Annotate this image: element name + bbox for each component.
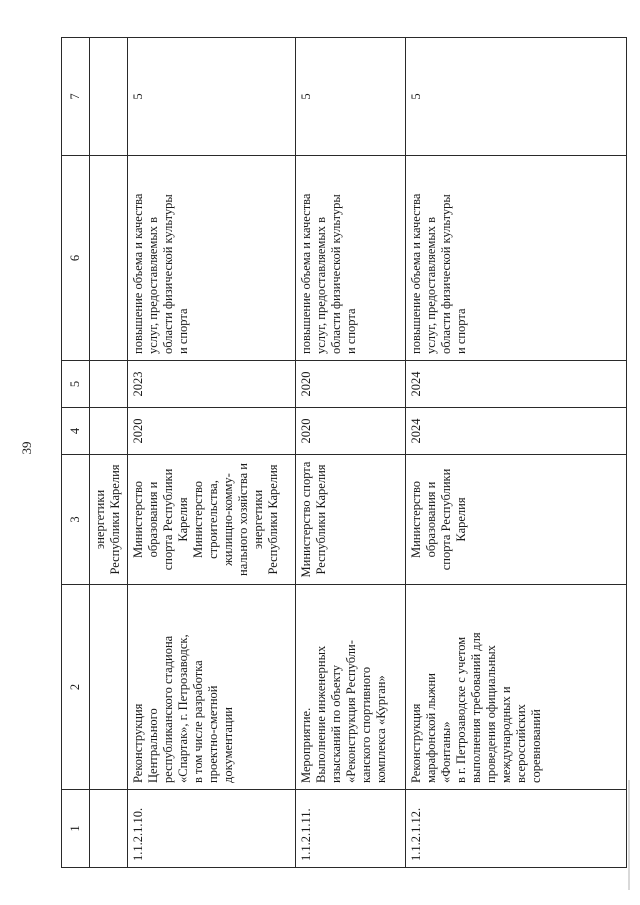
result-line: и спорта	[344, 308, 358, 354]
cont-start-cell	[90, 408, 128, 455]
expected-result-cell	[128, 156, 296, 361]
program-measures-table	[61, 37, 627, 868]
measure-name-line: изысканий по объекту	[329, 664, 343, 783]
org-line: Карелия	[454, 497, 468, 542]
table-row	[128, 38, 296, 868]
header-col-1: 1	[62, 790, 90, 868]
header-col-5: 5	[62, 361, 90, 408]
cont-num-cell	[90, 790, 128, 868]
org-line: Министерство	[409, 480, 423, 559]
measure-name-line: в том числе разработка	[191, 660, 205, 783]
measure-name-line: республиканского стадиона	[161, 635, 175, 783]
measure-name-line: «Спартак», г. Петрозаводск,	[176, 634, 190, 783]
measure-name-line: «Реконструкция Республи-	[344, 640, 358, 783]
table-row	[406, 38, 627, 868]
org-line: спорта Республики	[439, 468, 453, 571]
result-line: и спорта	[454, 308, 468, 354]
org-line: жилищно-комму-	[221, 473, 235, 566]
header-col-3: 3	[62, 455, 90, 585]
rotated-table-sheet	[61, 38, 627, 868]
org-line: Министерство спорта	[299, 461, 313, 578]
measure-name-line: Центрального	[146, 708, 160, 783]
row-number: 1.1.2.1.10.	[128, 790, 296, 868]
measure-name-cell	[128, 585, 296, 790]
measure-name-line: документации	[221, 707, 235, 783]
scan-margin-mark	[628, 780, 630, 890]
measure-name-line: Реконструкция	[409, 703, 423, 783]
indicator-number: 5	[296, 38, 406, 156]
result-line: области физической культуры	[439, 194, 453, 354]
result-line: услуг, предоставляемых в	[146, 216, 160, 354]
measure-name-line: в г. Петрозаводске с учетом	[454, 636, 468, 783]
org-line: нального хозяйства и	[236, 463, 250, 576]
table-row	[296, 38, 406, 868]
end-year: 2020	[296, 361, 406, 408]
result-line: услуг, предоставляемых в	[424, 216, 438, 354]
measure-name-line: Реконструкция	[131, 703, 145, 783]
cont-org-line: энергетики	[93, 489, 107, 550]
measure-name-line: канского спортивного	[359, 666, 373, 783]
measure-name-line: проектно-сметной	[206, 685, 220, 783]
result-line: области физической культуры	[329, 194, 343, 354]
end-year: 2023	[128, 361, 296, 408]
measure-name-line: проведения официальных	[484, 645, 498, 783]
header-col-6: 6	[62, 156, 90, 361]
header-col-2: 2	[62, 585, 90, 790]
result-line: и спорта	[176, 308, 190, 354]
org-line: энергетики	[251, 489, 265, 550]
org-line: строительства,	[206, 480, 220, 559]
start-year: 2024	[406, 408, 627, 455]
row-number: 1.1.2.1.12.	[406, 790, 627, 868]
cont-indicator-cell	[90, 38, 128, 156]
org-line: Республики Карелия	[314, 464, 328, 575]
result-line: повышение объема и качества	[299, 193, 313, 354]
measure-name-line: комплекса «Курган»	[374, 675, 388, 783]
result-line: области физической культуры	[161, 194, 175, 354]
expected-result-cell	[406, 156, 627, 361]
measure-name-line: выполнения требований для	[469, 632, 483, 783]
org-line: Министерство	[191, 480, 205, 559]
result-line: услуг, предоставляемых в	[314, 216, 328, 354]
org-line: спорта Республики	[161, 468, 175, 571]
responsible-org-cell	[406, 455, 627, 585]
header-col-7: 7	[62, 38, 90, 156]
measure-name-line: Мероприятие.	[299, 707, 313, 783]
page-number: 39	[19, 441, 34, 455]
measure-name-cell	[406, 585, 627, 790]
measure-name-line: «Фонтаны»	[439, 721, 453, 783]
org-line: Карелия	[176, 497, 190, 542]
cont-org-line: Республики Карелия	[108, 464, 122, 575]
indicator-number: 5	[128, 38, 296, 156]
end-year: 2024	[406, 361, 627, 408]
measure-name-line: Выполнение инженерных	[314, 645, 328, 783]
org-line: Министерство	[131, 480, 145, 559]
start-year: 2020	[128, 408, 296, 455]
start-year: 2020	[296, 408, 406, 455]
cont-name-cell	[90, 585, 128, 790]
header-col-4: 4	[62, 408, 90, 455]
measure-name-cell	[296, 585, 406, 790]
row-number: 1.1.2.1.11.	[296, 790, 406, 868]
continuation-row	[90, 38, 128, 868]
org-line: образования и	[424, 481, 438, 558]
cont-org-cell	[90, 455, 128, 585]
header-row	[62, 38, 90, 868]
org-line: образования и	[146, 481, 160, 558]
result-line: повышение объема и качества	[409, 193, 423, 354]
responsible-org-cell	[128, 455, 296, 585]
org-line: Республики Карелия	[266, 464, 280, 575]
cont-end-cell	[90, 361, 128, 408]
expected-result-cell	[296, 156, 406, 361]
responsible-org-cell	[296, 455, 406, 585]
measure-name-line: марафонской лыжни	[424, 673, 438, 783]
measure-name-line: международных и	[499, 686, 513, 783]
measure-name-line: соревнований	[529, 709, 543, 783]
indicator-number: 5	[406, 38, 627, 156]
cont-result-cell	[90, 156, 128, 361]
result-line: повышение объема и качества	[131, 193, 145, 354]
measure-name-line: всероссийских	[514, 704, 528, 783]
